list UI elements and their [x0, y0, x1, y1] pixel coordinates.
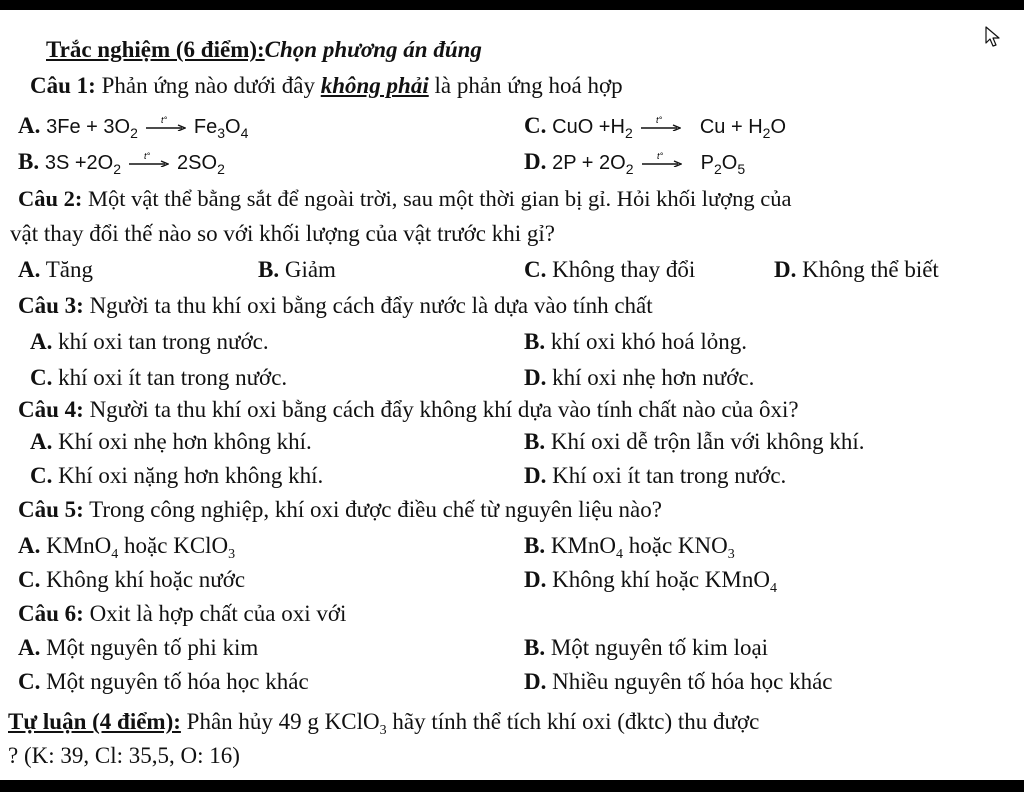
subscript: 2 — [624, 125, 633, 141]
option-key: D. — [524, 567, 547, 592]
question-1-label: Câu 1: — [30, 73, 96, 98]
reaction-lhs: 2P + 2O — [552, 152, 626, 174]
option-key: C. — [18, 669, 41, 694]
reaction-arrow-icon — [146, 115, 186, 131]
question-2-line-2 — [10, 222, 555, 245]
subscript: 4 — [616, 547, 624, 562]
essay-line-2 — [8, 744, 240, 767]
reaction-rhs: P — [700, 152, 714, 174]
option-key: A. — [30, 329, 53, 354]
reaction-d — [552, 151, 746, 177]
option-text: Không khí hoặc nước — [40, 567, 246, 592]
option-key: A. — [18, 257, 41, 282]
q5-option-d — [524, 567, 777, 596]
question-4-label: Câu 4: — [18, 397, 84, 422]
subscript: 3 — [217, 125, 225, 141]
option-text: Nhiều nguyên tố hóa học khác — [546, 669, 833, 694]
option-text: KMnO — [545, 533, 617, 558]
option-text: Không khí hoặc KMnO — [546, 567, 770, 592]
q3-option-b — [524, 330, 747, 353]
option-key: B. — [524, 429, 546, 454]
essay-text: hãy tính thể tích khí oxi (đktc) thu được — [386, 709, 760, 734]
q6-option-a — [18, 636, 258, 659]
question-1 — [30, 74, 623, 97]
option-text: khí oxi nhẹ hơn nước. — [546, 365, 755, 390]
option-key: A. — [18, 113, 41, 138]
q4-option-d — [524, 464, 786, 487]
q2-option-d — [774, 258, 939, 281]
subscript: 2 — [762, 125, 771, 141]
option-key: B. — [258, 257, 280, 282]
subscript: 4 — [240, 125, 249, 141]
heading-title: Chọn phương án đúng — [264, 37, 482, 62]
question-6-label: Câu 6: — [18, 601, 84, 626]
q4-option-c — [30, 464, 323, 487]
option-key: A. — [30, 429, 53, 454]
option-text: Một nguyên tố kim loại — [545, 635, 769, 660]
question-3 — [18, 294, 653, 317]
option-text: hoặc KNO — [623, 533, 728, 558]
q1-option-b — [18, 149, 225, 177]
option-text: khí oxi khó hoá lỏng. — [545, 329, 747, 354]
document-page — [0, 10, 1024, 780]
option-key: B. — [524, 329, 546, 354]
essay-text-2: ? (K: 39, Cl: 35,5, O: 16) — [8, 743, 240, 768]
option-key: C. — [30, 365, 53, 390]
option-text: hoặc KClO — [118, 533, 229, 558]
mouse-pointer-icon — [985, 26, 1001, 48]
option-key: C. — [524, 113, 547, 138]
reaction-rhs: O — [721, 152, 738, 174]
reaction-rhs: Fe — [193, 116, 218, 138]
reaction-rhs: Cu + H — [699, 116, 763, 138]
option-key: D. — [524, 463, 547, 488]
subscript: 2 — [113, 161, 122, 177]
option-text: Khí oxi ít tan trong nước. — [546, 463, 787, 488]
section-heading — [46, 38, 482, 61]
reaction-a — [46, 115, 249, 141]
q5-option-b — [524, 533, 735, 562]
question-6-text: Oxit là hợp chất của oxi với — [83, 601, 347, 626]
q2-option-c — [524, 258, 695, 281]
option-key: C. — [524, 257, 547, 282]
option-text: Không thay đổi — [546, 257, 696, 282]
q1-option-d — [524, 149, 746, 177]
arrow-condition: t° — [144, 151, 151, 161]
question-2 — [18, 188, 791, 211]
subscript: 2 — [217, 161, 225, 177]
reaction-arrow-icon — [129, 151, 169, 167]
reaction-b — [44, 151, 225, 177]
q4-option-a — [30, 430, 312, 453]
question-2-text: Một vật thể bằng sắt để ngoài trời, sau một thời gian bị gỉ. Hỏi khối lượng của — [82, 186, 792, 211]
question-4 — [18, 398, 799, 421]
q6-option-d — [524, 670, 833, 693]
question-3-label: Câu 3: — [18, 293, 84, 318]
reaction-arrow-icon — [642, 151, 682, 167]
q3-option-a — [30, 330, 269, 353]
option-key: B. — [18, 149, 40, 174]
option-text: Giảm — [279, 257, 336, 282]
q2-option-a — [18, 258, 93, 281]
subscript: 3 — [228, 547, 236, 562]
subscript: 5 — [737, 161, 746, 177]
q1-option-c — [524, 113, 787, 141]
arrow-condition: t° — [656, 151, 663, 161]
option-text: Một nguyên tố hóa học khác — [40, 669, 309, 694]
subscript: 3 — [727, 547, 735, 562]
q1-option-a — [18, 113, 249, 141]
option-text: Khí oxi dễ trộn lẫn với không khí. — [545, 429, 865, 454]
option-text: khí oxi tan trong nước. — [52, 329, 269, 354]
question-2-text-2: vật thay đổi thế nào so với khối lượng của vật trước khi gỉ? — [10, 221, 555, 246]
question-2-label: Câu 2: — [18, 186, 83, 211]
option-text: KMnO — [40, 533, 112, 558]
question-1-text-after: là phản ứng hoá hợp — [428, 73, 623, 98]
reaction-rhs: O — [770, 116, 787, 138]
option-text: Khí oxi nặng hơn không khí. — [52, 463, 324, 488]
option-key: B. — [524, 533, 546, 558]
option-key: A. — [18, 533, 41, 558]
option-key: C. — [30, 463, 53, 488]
heading-label: Trắc nghiệm (6 điểm): — [46, 37, 265, 62]
arrow-condition: t° — [160, 115, 167, 125]
option-key: A. — [18, 635, 41, 660]
question-1-emphasis: không phải — [320, 73, 429, 98]
subscript: 2 — [713, 161, 722, 177]
option-text: Một nguyên tố phi kim — [40, 635, 259, 660]
q5-option-c — [18, 568, 245, 591]
question-5 — [18, 498, 662, 521]
essay-question — [8, 709, 760, 738]
q6-option-c — [18, 670, 309, 693]
question-1-text-before: Phản ứng nào dưới đây — [95, 73, 321, 98]
reaction-arrow-icon — [641, 115, 681, 131]
option-key: D. — [524, 365, 547, 390]
question-3-text: Người ta thu khí oxi bằng cách đẩy nước là dựa vào tính chất — [83, 293, 653, 318]
option-key: B. — [524, 635, 546, 660]
option-text: Tăng — [40, 257, 93, 282]
reaction-c — [552, 115, 787, 141]
reaction-lhs: CuO +H — [552, 116, 625, 138]
question-5-text: Trong công nghiệp, khí oxi được điều chế từ nguyên liệu nào? — [83, 497, 662, 522]
q2-option-b — [258, 258, 336, 281]
option-text: khí oxi ít tan trong nước. — [52, 365, 288, 390]
question-4-text: Người ta thu khí oxi bằng cách đẩy không khí dựa vào tính chất nào của ôxi? — [83, 397, 799, 422]
option-key: D. — [524, 669, 547, 694]
question-5-label: Câu 5: — [18, 497, 84, 522]
q3-option-c — [30, 366, 287, 389]
option-text: Khí oxi nhẹ hơn không khí. — [52, 429, 312, 454]
q6-option-b — [524, 636, 768, 659]
arrow-condition: t° — [655, 115, 662, 125]
reaction-lhs: 3Fe + 3O — [46, 116, 131, 138]
reaction-rhs: 2SO — [177, 152, 218, 174]
reaction-rhs: O — [225, 116, 241, 138]
essay-label: Tự luận (4 điểm): — [8, 709, 181, 734]
option-key: C. — [18, 567, 41, 592]
subscript: 4 — [111, 547, 119, 562]
essay-text: Phân hủy 49 g KClO — [180, 709, 380, 734]
q5-option-a — [18, 533, 236, 562]
reaction-lhs: 3S +2O — [44, 152, 114, 174]
q3-option-d — [524, 366, 754, 389]
option-key: D. — [774, 257, 797, 282]
q4-option-b — [524, 430, 865, 453]
option-text: Không thể biết — [796, 257, 939, 282]
subscript: 4 — [769, 581, 777, 596]
subscript: 3 — [379, 723, 387, 738]
question-6 — [18, 602, 346, 625]
subscript: 2 — [130, 125, 138, 141]
option-key: D. — [524, 149, 547, 174]
subscript: 2 — [625, 161, 634, 177]
